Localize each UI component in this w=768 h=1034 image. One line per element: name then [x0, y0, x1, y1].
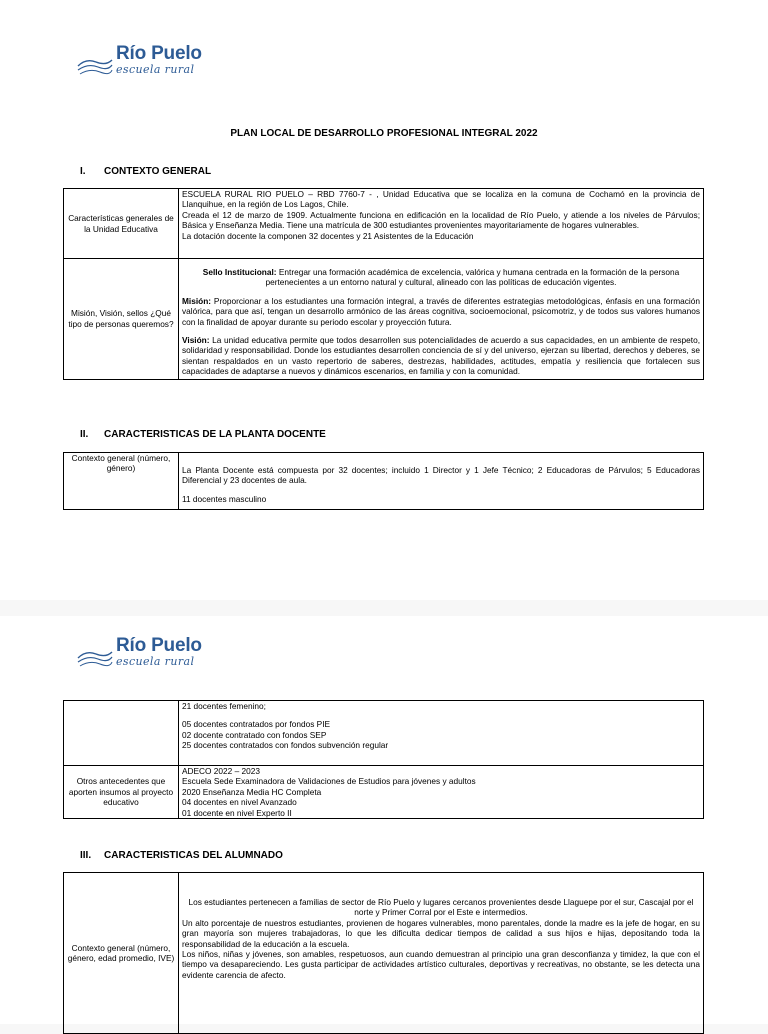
- logo-brand: Río Puelo: [116, 43, 202, 64]
- mision-text: Proporcionar a los estudiantes una formación integral, a través de diferentes estrategias metodológicas, énfasis en una formación valórica, para que así, tengan un desarrollo armónico de las áreas cognitiva, socioemocional, psicomotriz, y de todos sus valores humanos con la finalidad de apoyar durante su periodo escolar y proyección futura.: [182, 295, 700, 327]
- school-logo: [76, 44, 202, 78]
- section-number: I.: [80, 166, 86, 177]
- logo-brand: Río Puelo: [116, 635, 202, 656]
- table-row: [64, 766, 704, 819]
- document-title: PLAN LOCAL DE DESARROLLO PROFESIONAL INTEGRAL 2022: [230, 128, 538, 139]
- intro-paragraph: Los estudiantes pertenecen a familias de sector de Río Puelo y lugares cercanos provenientes desde Llaguepe por el sur, Cascajal por el norte y Primer Corral por el Este e intermedios.: [188, 897, 694, 918]
- row-label: [64, 701, 179, 766]
- school-logo: [76, 636, 202, 670]
- text-line: 01 docente en nivel Experto II: [182, 807, 292, 818]
- text-line: Escuela Sede Examinadora de Validaciones de Estudios para jóvenes y adultos: [182, 776, 476, 787]
- logo-subtitle: escuela rural: [116, 655, 195, 668]
- text-line: 2020 Enseñanza Media HC Completa: [182, 786, 322, 797]
- row-label: Otros antecedentes que aporten insumos al proyecto educativo: [64, 766, 179, 819]
- planta-docente-table: [63, 452, 704, 510]
- logo-subtitle: escuela rural: [116, 63, 195, 76]
- row-label: Contexto general (número, género): [64, 453, 179, 510]
- row-value: [179, 766, 704, 819]
- vision-text: La unidad educativa permite que todos desarrollen sus potencialidades de acuerdo a sus capacidades, en un ambiente de respeto, solidaridad y responsabilidad. Donde los estudiantes desarrollen conciencia de sí y del universo, ejerzan su libertad, derechos y deberes, se sientan respaldados en un vasto repertorio de saberes, destrezas, habilidades, actitudes, empatía y resiliencia que fortalecen sus capacidades de adaptarse a nuevos y dinámicos escenarios, en familia y con la comunidad.: [182, 335, 700, 377]
- table-row: [64, 873, 704, 1034]
- section-number: II.: [80, 429, 89, 440]
- section-heading-1: [80, 166, 211, 177]
- text-line: ADECO 2022 – 2023: [182, 766, 260, 776]
- table-row: [64, 453, 704, 510]
- text-line: 25 docentes contratados con fondos subvención regular: [182, 740, 389, 751]
- document-page-2: [0, 616, 768, 1024]
- row-label: Características generales de la Unidad Educativa: [64, 189, 179, 259]
- row-label: Misión, Visión, sellos ¿Qué tipo de personas queremos?: [64, 259, 179, 380]
- text-line: 05 docentes contratados por fondos PIE: [182, 719, 331, 730]
- river-logo-icon: [76, 44, 114, 78]
- text-line: La Planta Docente está compuesta por 32 docentes; incluido 1 Director y 1 Jefe Técnico; 2 Educadoras de Párvulos; 5 Educadoras Diferencial y 23 docentes de aula.: [182, 465, 700, 486]
- row-label: Contexto general (número, género, edad promedio, IVE): [64, 873, 179, 1034]
- mision-title: Misión:: [182, 295, 212, 306]
- planta-docente-table-continued: [63, 700, 704, 819]
- text-paragraph: Un alto porcentaje de nuestros estudiantes, provienen de hogares vulnerables, mono parentales, donde la madre es la jefe de hogar, en su gran mayoría son mujeres trabajadoras, lo que les dificulta dedicar tiempos de calidad a sus hijos e hijas, depositando toda la responsabilidad de la educación a la escuela.: [182, 917, 700, 949]
- sello-text: Entregar una formación académica de excelencia, valórica y humana centrada en la formación de la persona pertenecientes a un entorno natural y cultural, alineado con las políticas de educación vigentes.: [265, 267, 680, 288]
- text-line: La dotación docente la componen 32 docentes y 21 Asistentes de la Educación: [182, 230, 474, 241]
- alumnado-table: [63, 872, 704, 1034]
- section-title: CARACTERISTICAS DEL ALUMNADO: [104, 850, 283, 861]
- row-value: [179, 701, 704, 766]
- text-line: 11 docentes masculino: [182, 493, 267, 504]
- table-row: [64, 701, 704, 766]
- table-row: [64, 189, 704, 259]
- section-heading-3: [80, 850, 283, 861]
- section-heading-2: [80, 429, 326, 440]
- text-line: 21 docentes femenino;: [182, 701, 266, 711]
- section-number: III.: [80, 850, 92, 861]
- mision-paragraph: [182, 296, 700, 327]
- river-logo-icon: [76, 636, 114, 670]
- text-line: ESCUELA RURAL RIO PUELO – RBD 7760-7 - , Unidad Educativa que se localiza en la comuna de Cochamó en la provincia de Llanquihue, en la región de Los Lagos, Chile.: [182, 189, 700, 210]
- section-title: CARACTERISTICAS DE LA PLANTA DOCENTE: [104, 429, 326, 440]
- text-paragraph: Los niños, niñas y jóvenes, son amables, respetuosos, aun cuando demuestran al principio una gran desconfianza y timidez, la que con el tiempo va desapareciendo. Les gusta participar de actividades artístico culturales, deportivas y recreativas, no obstante, se les detecta una evidente carencia de afecto.: [182, 949, 700, 980]
- text-line: 02 docente contratado con fondos SEP: [182, 729, 327, 740]
- text-line: Creada el 12 de marzo de 1909. Actualmente funciona en edificación en la localidad de Río Puelo, y atiende a los niveles de Párvulos; Básica y Enseñanza Media. Tiene una matrícula de 300 estudiantes provenientes mayoritariamente de hogares vulnerables.: [182, 209, 700, 231]
- row-value: [179, 873, 704, 1034]
- section-title: CONTEXTO GENERAL: [104, 166, 212, 177]
- table-row: [64, 259, 704, 380]
- row-value: [179, 259, 704, 380]
- text-line: 04 docentes en nivel Avanzado: [182, 797, 297, 808]
- vision-title: Visión:: [182, 335, 210, 346]
- row-value: [179, 189, 704, 259]
- sello-title: Sello Institucional:: [202, 267, 277, 277]
- row-value: [179, 453, 704, 510]
- sello-paragraph: [182, 267, 700, 288]
- vision-paragraph: [182, 335, 700, 377]
- contexto-general-table: [63, 188, 704, 380]
